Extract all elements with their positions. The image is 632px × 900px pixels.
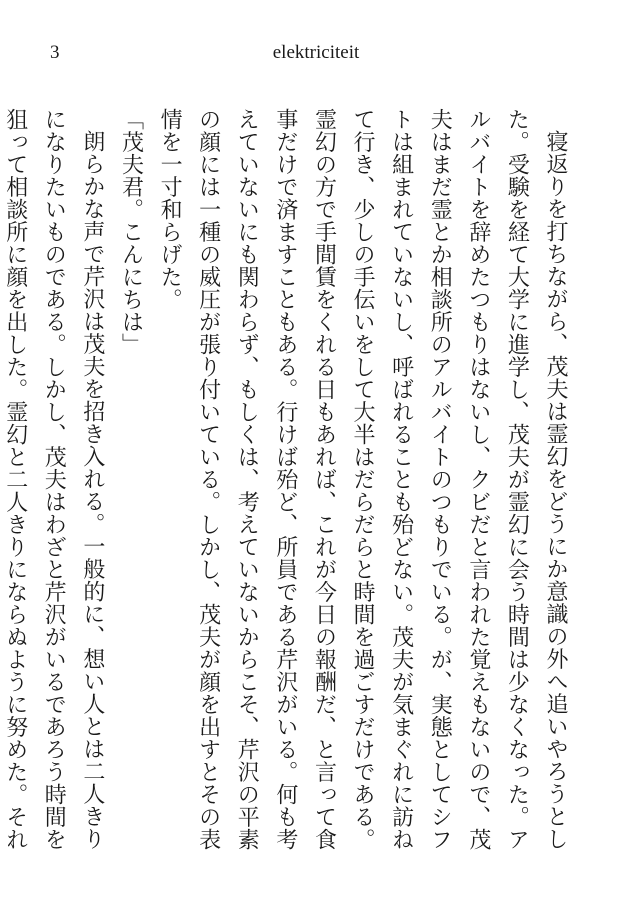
paragraph: 朗らかな声で芹沢は茂夫を招き入れる。一般的に、想い人とは二人きりになりたいものである。しかし、茂夫はわざと芹沢がいるであろう時間を狙って相談所に顔を出した。霊幻と二人きりにならぬように努めた。それ: [2, 108, 105, 851]
page-header: [0, 42, 632, 66]
paragraph: 寝返りを打ちながら、茂夫は霊幻をどうにか意識の外へ追いやろうとした。受験を経て大学に進学し、茂夫が霊幻に会う時間は少なくなった。アルバイトを辞めたつもりはないし、クビだと言われた覚えもないので、茂夫はまだ霊とか相談所のアルバイトのつもりでいる。が、実態としてシフトは組まれていないし、呼ばれることも殆どない。茂夫が気まぐれに訪ねて行き、少しの手伝いをして大半はだらだらと時間を過ごすだけである。霊幻の方で手間賃をくれる日もあれば、これが今日の報酬だ、と言って食事だけで済ますこともある。行けば殆ど、所員である芹沢がいる。何も考えていないにも関わらず、もしくは、考えていないからこそ、芹沢の平素の顔には一種の威圧が張り付いている。しかし、茂夫が顔を出すとその表情を一寸和らげた。: [157, 108, 568, 851]
dialogue-line: 「茂夫君。こんにちは」: [118, 108, 144, 356]
vertical-text-body: [2, 108, 574, 868]
running-title: elektriciteit: [272, 42, 360, 63]
page-number: 3: [50, 42, 60, 63]
